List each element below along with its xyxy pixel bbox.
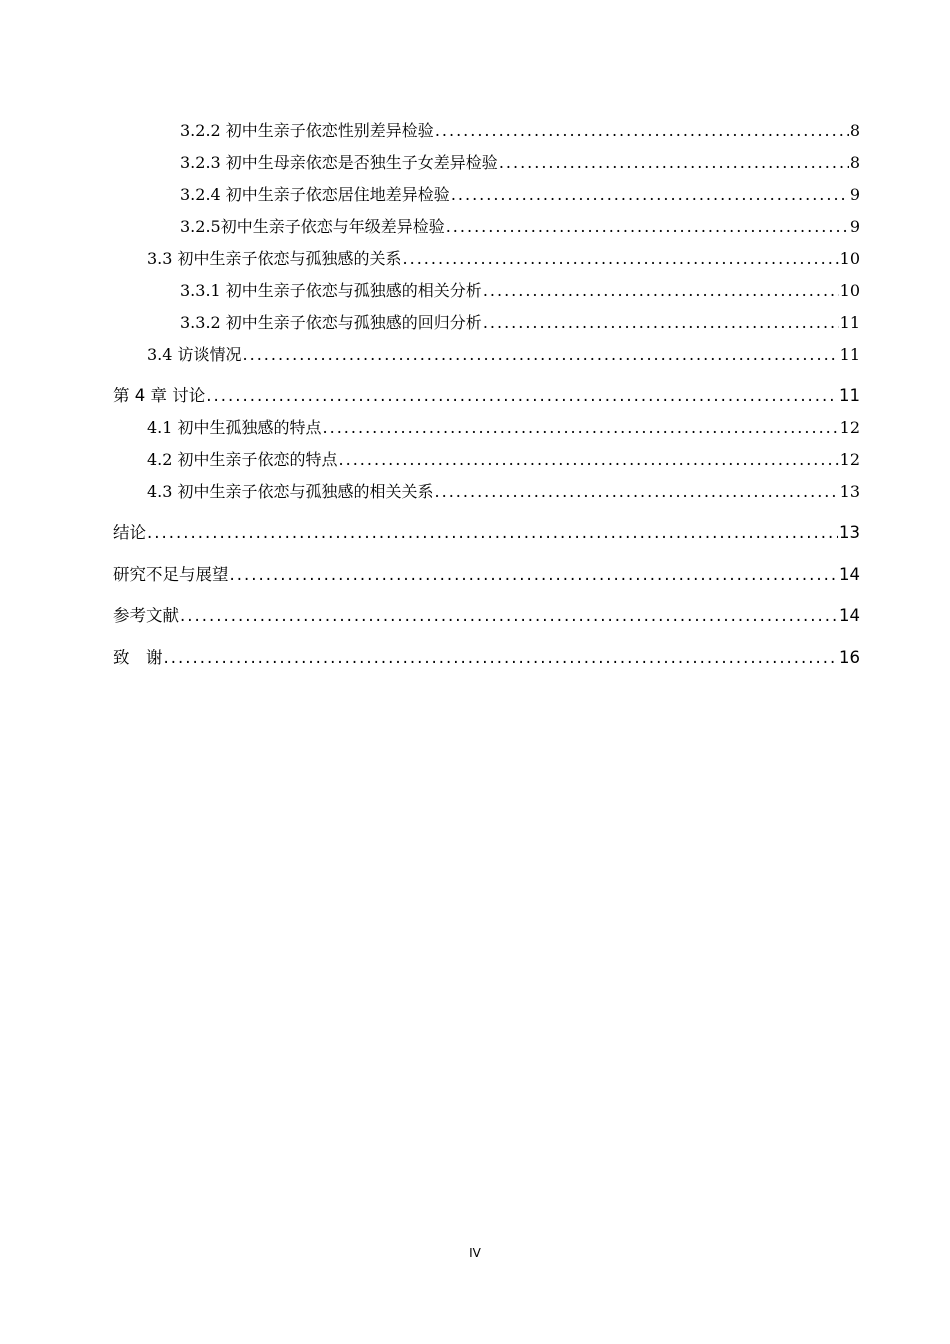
toc-entry-title: 参考文献	[113, 606, 179, 625]
toc-entry-page: 8	[849, 153, 860, 172]
toc-entry-page: 8	[849, 121, 860, 140]
toc-entry-title: 3.2.2 初中生亲子依恋性别差异检验	[180, 121, 434, 140]
toc-entry-3-3-2[interactable]	[180, 313, 860, 333]
toc-entry-page: 11	[839, 345, 860, 364]
toc-leader-dots	[206, 386, 838, 406]
toc-entry-title: 3.4 访谈情况	[147, 345, 242, 364]
toc-leader-dots	[164, 648, 839, 668]
toc-entry-title: 4.2 初中生亲子依恋的特点	[147, 450, 338, 469]
toc-entry-3-2-2[interactable]	[180, 121, 860, 141]
toc-leader-dots	[403, 249, 839, 269]
toc-entry-title: 结论	[113, 523, 146, 542]
toc-entry-page: 10	[839, 281, 860, 300]
toc-entry-chapter-4[interactable]	[113, 386, 860, 406]
toc-entry-page: 13	[839, 482, 860, 501]
toc-leader-dots	[339, 450, 839, 470]
toc-entry-4-2[interactable]	[147, 450, 860, 470]
toc-leader-dots	[180, 606, 838, 626]
toc-leader-dots	[446, 217, 849, 237]
toc-entry-3-3-1[interactable]	[180, 281, 860, 301]
toc-entry-4-3[interactable]	[147, 482, 860, 502]
toc-entry-3-3[interactable]	[147, 249, 860, 269]
toc-entry-title: 3.2.5初中生亲子依恋与年级差异检验	[180, 217, 445, 236]
toc-entry-title: 3.2.4 初中生亲子依恋居住地差异检验	[180, 185, 450, 204]
toc-entry-page: 9	[849, 185, 860, 204]
toc-leader-dots	[499, 153, 849, 173]
toc-entry-limitations[interactable]	[113, 565, 860, 585]
toc-entry-title: 4.1 初中生孤独感的特点	[147, 418, 322, 437]
toc-entry-page: 16	[839, 648, 860, 667]
toc-entry-title: 3.3.2 初中生亲子依恋与孤独感的回归分析	[180, 313, 482, 332]
toc-entry-page: 11	[839, 313, 860, 332]
toc-entry-references[interactable]	[113, 606, 860, 626]
toc-entry-title: 研究不足与展望	[113, 565, 229, 584]
toc-leader-dots	[451, 185, 849, 205]
toc-entry-title: 3.3.1 初中生亲子依恋与孤独感的相关分析	[180, 281, 482, 300]
toc-leader-dots	[147, 523, 838, 543]
toc-leader-dots	[243, 345, 839, 365]
toc-entry-page: 9	[849, 217, 860, 236]
toc-entry-title: 4.3 初中生亲子依恋与孤独感的相关关系	[147, 482, 434, 501]
toc-entry-title: 致 谢	[113, 648, 163, 667]
toc-entry-conclusion[interactable]	[113, 523, 860, 543]
toc-entry-page: 14	[839, 606, 860, 625]
toc-entry-3-2-4[interactable]	[180, 185, 860, 205]
toc-entry-4-1[interactable]	[147, 418, 860, 438]
toc-entry-page: 12	[839, 418, 860, 437]
toc-entry-page: 11	[839, 386, 860, 405]
toc-entry-title: 3.3 初中生亲子依恋与孤独感的关系	[147, 249, 402, 268]
toc-leader-dots	[483, 281, 839, 301]
toc-entry-acknowledgements[interactable]	[113, 648, 860, 668]
toc-leader-dots	[435, 121, 849, 141]
toc-leader-dots	[483, 313, 839, 333]
toc-leader-dots	[230, 565, 839, 585]
toc-entry-3-2-5[interactable]	[180, 217, 860, 237]
toc-leader-dots	[323, 418, 839, 438]
page-number-footer: IV	[469, 1246, 481, 1260]
toc-entry-page: 14	[839, 565, 860, 584]
toc-entry-title: 3.2.3 初中生母亲依恋是否独生子女差异检验	[180, 153, 498, 172]
toc-entry-3-2-3[interactable]	[180, 153, 860, 173]
toc-entry-page: 12	[839, 450, 860, 469]
toc-entry-page: 10	[839, 249, 860, 268]
toc-entry-3-4[interactable]	[147, 345, 860, 365]
toc-leader-dots	[435, 482, 839, 502]
toc-entry-title: 第 4 章 讨论	[113, 386, 206, 405]
toc-entry-page: 13	[839, 523, 860, 542]
